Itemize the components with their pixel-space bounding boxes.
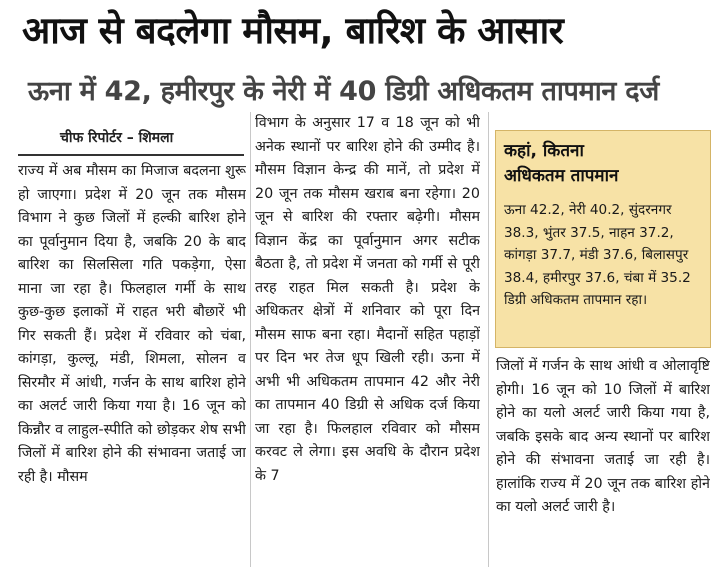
infobox-title-line: अधिकतम तापमान [504, 166, 619, 186]
paragraph: राज्य में अब मौसम का मिजाज बदलना शुरू हो जाएगा। प्रदेश में 20 जून तक मौसम विभाग ने कुछ जिलों में हल्की बारिश होने का पूर्वानुमान दिया है, जबकि 20 के बाद बारिश का सिलसिला गति पकड़ेगा, ऐसा माना जा रहा है। फिलहाल गर्मी के साथ कुछ-कुछ इलाकों में राहत भरी बौछारें भी गिर सकती हैं। प्रदेश में रविवार को चंबा, कांगड़ा, कुल्लू, मंडी, शिमला, सोलन व सिरमौर में आंधी, गर्जन के साथ बारिश होने का अलर्ट जारी किया गया है। 16 जून को किन्नौर व लाहुल-स्पीति को छोड़कर शेष सभी जिलों में बारिश होने की संभावना जताई जा रही है। मौसम [18, 163, 246, 485]
column-divider [488, 112, 489, 567]
byline: चीफ रिपोर्टर – शिमला [60, 130, 174, 146]
infobox-body: ऊना 42.2, नेरी 40.2, सुंदरनगर 38.3, भुंतर 37.5, नाहन 37.2, कांगड़ा 37.7, मंडी 37.6, बिलासपुर 38.4, हमीरपुर 37.6, चंबा में 35.2 डिग्री अधिकतम तापमान रहा। [504, 202, 691, 308]
byline-rule [18, 154, 244, 156]
subheadline: ऊना में 42, हमीरपुर के नेरी में 40 डिग्री अधिकतम तापमान दर्ज [28, 76, 659, 107]
temperature-infobox [495, 130, 711, 348]
column-divider [250, 112, 251, 567]
article-column-1 [18, 160, 246, 570]
article-column-3 [496, 355, 710, 570]
article-column-2 [255, 112, 480, 570]
infobox-title [504, 139, 702, 189]
infobox-title-line: कहां, कितना [504, 141, 584, 161]
paragraph: जिलों में गर्जन के साथ आंधी व ओलावृष्टि होगी। 16 जून को 10 जिलों में बारिश होने का यलो अलर्ट जारी किया गया है, जबकि इसके बाद अन्य स्थानों पर बारिश होने की संभावना जताई जा रही है। हालांकि राज्य में 20 जून तक बारिश होने का यलो अलर्ट जारी है। [496, 358, 710, 515]
paragraph: विभाग के अनुसार 17 व 18 जून को भी अनेक स्थानों पर बारिश होने की उम्मीद है। मौसम विज्ञान केन्द्र की मानें, तो प्रदेश में 20 जून तक मौसम खराब बना रहेगा। 20 जून से बारिश की रफ्तार बढ़ेगी। मौसम विज्ञान केंद्र का पूर्वानुमान अगर सटीक बैठता है, तो प्रदेश में जनता को गर्मी से पूरी तरह राहत मिल सकती है। प्रदेश के अधिकतर क्षेत्रों में शनिवार को पूरा दिन मौसम साफ बना रहा। मैदानों सहित पहाड़ों पर दिन भर तेज धूप खिली रही। ऊना में अभी भी अधिकतम तापमान 42 और नेरी का तापमान 40 डिग्री से अधिक दर्ज किया जा रहा है। फिलहाल रविवार को मौसम करवट ले लेगा। इस अवधि के दौरान प्रदेश के 7 [255, 115, 480, 484]
headline: आज से बदलेगा मौसम, बारिश के आसार [22, 9, 564, 52]
